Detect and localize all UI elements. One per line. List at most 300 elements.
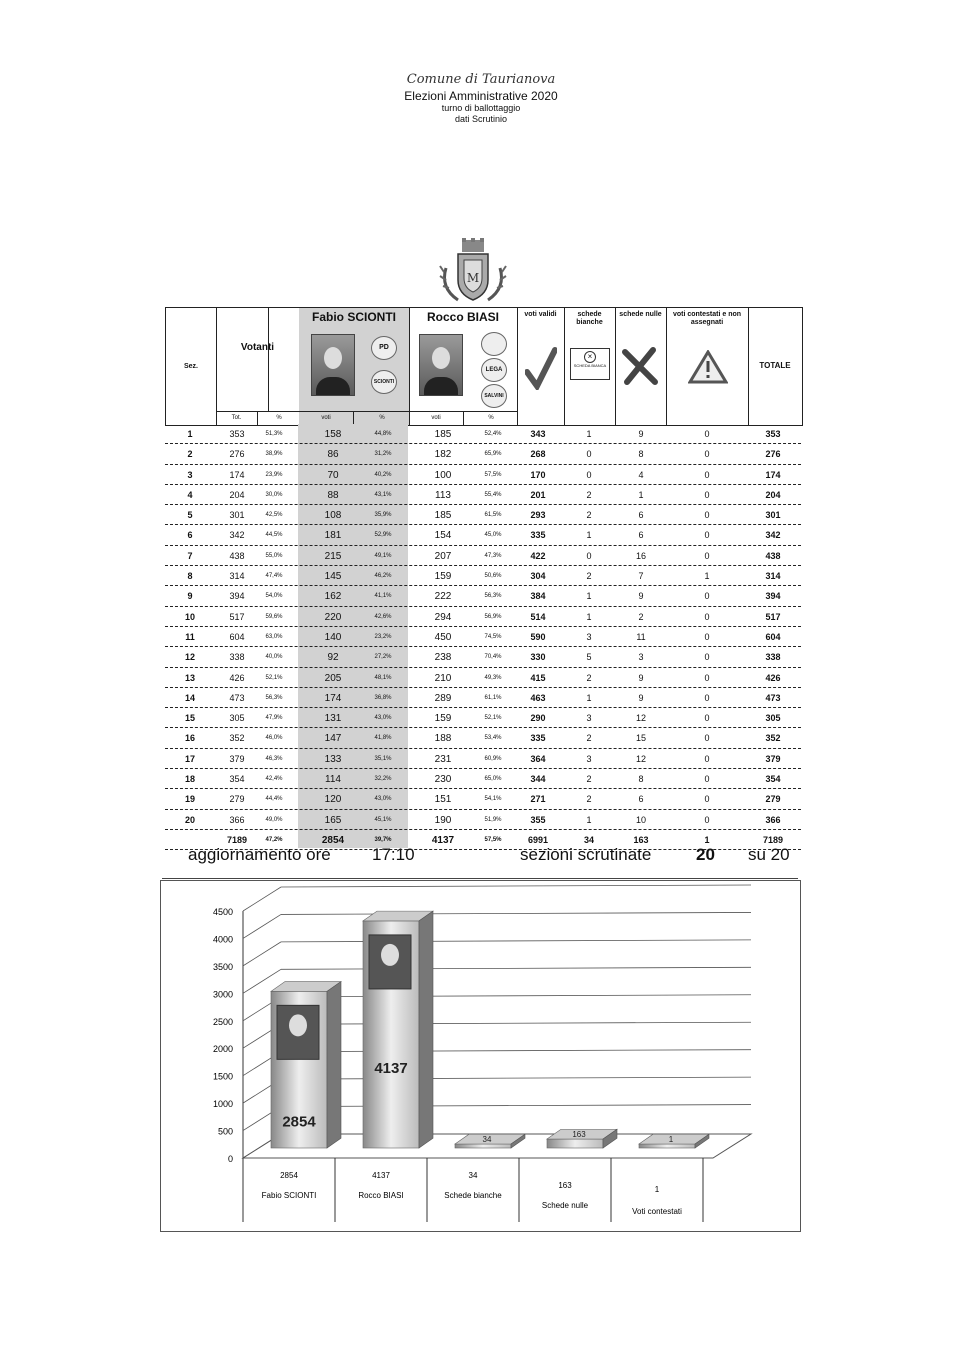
cell-nulle: 8 [638,449,644,460]
cell-v2: 185 [434,429,452,440]
cell-v1: 165 [324,814,342,826]
totale-header: TOTALE [759,361,791,370]
cell-validi: 514 [530,611,546,622]
category-label: Rocco BIASI [358,1191,404,1200]
cell-p2: 54,1% [484,796,502,803]
cell-bianche: 2 [586,733,592,744]
pct-subheader: % [463,411,518,425]
gridline [281,912,751,914]
cell-nulle: 9 [638,692,644,703]
cell-p2: 50,6% [484,573,502,580]
cell-validi: 271 [530,794,546,805]
table-row [165,546,801,566]
cell-p1: 40,2% [374,471,392,478]
cell-bianche: 2 [586,489,592,500]
cell-bianche: 1 [586,814,592,825]
cell-tot: 279 [229,794,245,805]
cell-bianche: 2 [586,794,592,805]
cell-v2: 231 [434,753,452,765]
gridline [281,1077,751,1079]
cell-v2: 210 [434,672,452,684]
cell-contestati: 0 [704,672,710,683]
schede-bianche-header: schede bianche [576,311,603,326]
cell-validi: 268 [530,449,546,460]
cell-bianche: 0 [586,550,592,561]
gridline [281,1022,751,1024]
table-row [165,789,801,809]
cell-validi: 201 [530,489,546,500]
cell-nulle: 3 [638,652,644,663]
cell-p2: 65,0% [484,776,502,783]
cell-totale: 174 [765,469,781,480]
category-value-label: 163 [558,1181,572,1190]
cell-pct: 59,6% [265,613,283,620]
cell-pct: 44,5% [265,532,283,539]
cell-v2: 230 [434,774,452,786]
voti-contestati-header: voti contestati e non assegnati [672,311,742,326]
cell-bianche: 2 [586,510,592,521]
cell-pct: 46,0% [265,735,283,742]
cell-sez: 4 [187,489,193,500]
cell-bianche: 3 [586,713,592,724]
cell-totale: 426 [765,672,781,683]
cell-tot: 352 [229,733,245,744]
cell-contestati: 0 [704,469,710,480]
cell-nulle: 9 [638,429,644,439]
table-row [165,424,801,444]
cell-bianche: 1 [586,692,592,703]
salvini-logo-icon: SALVINI [481,384,507,408]
cell-sez: 3 [187,469,193,480]
cell-nulle: 8 [638,774,644,785]
cell-validi: 330 [530,652,546,663]
results-chart [160,880,801,1232]
cell-p1: 52,9% [374,532,392,539]
cell-p1: 27,2% [374,654,392,661]
warning-icon [688,350,728,384]
cell-pct: 44,4% [265,796,283,803]
cell-sez: 20 [184,814,195,825]
cell-bianche: 1 [586,429,592,439]
cell-pct: 54,0% [265,593,283,600]
cell-p2: 55,4% [484,491,502,498]
cell-v2: 151 [434,794,452,806]
cell-sez: 18 [184,774,195,785]
cell-p2: 61,1% [484,694,502,701]
cell-nulle: 12 [635,753,646,764]
y-tick-label: 4000 [212,934,233,945]
update-status [0,845,962,867]
cell-sez: 6 [187,530,193,541]
cell-tot: 353 [229,429,245,439]
pd-logo-icon: PD [371,336,397,360]
y-tick-label: 500 [217,1126,233,1137]
cell-nulle: 9 [638,591,644,602]
cell-p1: 49,1% [374,552,392,559]
category-label: Fabio SCIONTI [261,1191,317,1200]
cell-v2: 450 [434,631,452,643]
cell-tot: 204 [229,489,245,500]
cell-totale: 438 [765,550,781,561]
tot-subheader: Tot. [216,411,257,425]
cell-v1: 88 [327,489,339,501]
cell-contestati: 0 [704,550,710,561]
table-row [165,728,801,748]
cell-v2: 100 [434,469,452,481]
cell-p2: 57,5% [484,836,502,843]
cell-sez: 1 [187,429,193,439]
cell-tot: 301 [229,510,245,521]
cell-tot: 342 [229,530,245,541]
cell-bianche: 34 [583,834,594,845]
cell-v1: 145 [324,571,342,583]
cell-sez: 16 [184,733,195,744]
cell-sez: 9 [187,591,193,602]
cell-p2: 56,9% [484,613,502,620]
cell-tot: 7189 [226,834,248,845]
cell-tot: 276 [229,449,245,460]
cell-p1: 31,2% [374,451,392,458]
y-tick-label: 4500 [212,907,233,917]
gridline [243,914,281,938]
cell-pct: 49,0% [265,816,283,823]
cell-v2: 222 [434,591,452,603]
cell-p2: 57,5% [484,471,502,478]
cell-tot: 338 [229,652,245,663]
bar-side [419,911,433,1148]
cell-contestati: 0 [704,794,710,805]
cell-nulle: 6 [638,530,644,541]
bar-value-label: 163 [572,1130,586,1140]
cell-p1: 41,1% [374,593,392,600]
cell-validi: 304 [530,571,546,582]
category-label: Schede nulle [541,1201,589,1210]
results-table-header [165,307,803,426]
cell-totale: 314 [765,571,781,582]
cell-pct: 52,1% [265,674,283,681]
update-label: aggiornamento ore [188,845,331,864]
cell-p1: 36,8% [374,694,392,701]
civic-list-logo-icon [481,332,507,356]
cell-totale: 338 [765,652,781,663]
y-tick-label: 1500 [212,1071,233,1082]
cell-totale: 204 [765,489,781,500]
cell-v1: 92 [327,652,339,664]
cell-nulle: 16 [635,550,646,561]
cell-p2: 61,5% [484,512,502,519]
gridline [281,1050,751,1052]
cell-contestati: 0 [704,510,710,521]
cell-p1: 43,1% [374,491,392,498]
y-tick-label: 2000 [212,1044,233,1055]
cell-p2: 52,4% [484,431,502,437]
cell-bianche: 0 [586,469,592,480]
cell-p2: 60,9% [484,755,502,762]
cell-validi: 335 [530,733,546,744]
voti-validi-header: voti validi [524,311,557,318]
cell-v1: 140 [324,631,342,643]
cell-v2: 185 [434,510,452,522]
page-subtitle-1: turno di ballottaggio [441,103,521,113]
chart-svg [161,881,800,1231]
category-value-label: 2854 [280,1171,298,1180]
cell-validi: 422 [530,550,546,561]
cell-sez: 2 [187,449,193,460]
divider [162,878,798,879]
candidate2-photo [419,334,463,396]
cell-v1: 108 [324,510,342,522]
cell-v1: 2854 [321,834,345,846]
cell-p2: 65,9% [484,451,502,458]
cell-contestati: 0 [704,429,710,439]
voti-subheader: voti [299,411,353,425]
bar-value-label: 34 [482,1135,492,1144]
cell-contestati: 0 [704,753,710,764]
cell-sez: 10 [184,611,195,622]
lega-logo-icon: LEGA [481,358,507,382]
cell-nulle: 11 [636,631,646,642]
cell-sez: 7 [187,550,193,561]
table-row [165,485,801,505]
table-row [165,769,801,789]
cell-bianche: 3 [586,631,592,642]
cell-v1: 220 [324,611,342,623]
cell-p1: 42,6% [374,613,392,620]
cell-sez: 13 [184,672,195,683]
checkmark-icon [525,346,557,390]
table-row [165,668,801,688]
cell-v2: 182 [434,449,452,461]
cell-sez: 17 [184,753,195,764]
y-tick-label: 3000 [212,989,233,1000]
cell-totale: 305 [765,713,781,724]
table-row [165,749,801,769]
bar-value-label: 1 [668,1135,674,1144]
cell-totale: 301 [765,510,781,521]
cell-pct: 30,0% [265,491,283,498]
cell-tot: 314 [229,571,245,582]
cell-tot: 473 [229,692,245,703]
cell-v2: 190 [434,814,452,826]
cell-v1: 147 [324,733,342,745]
y-tick-label: 0 [227,1154,233,1164]
cell-pct: 42,5% [265,512,283,519]
cell-p1: 39,7% [374,836,392,843]
cell-p1: 35,1% [374,755,392,762]
cell-p2: 70,4% [484,654,502,661]
cell-contestati: 0 [704,611,710,622]
gridline [281,940,751,942]
cell-pct: 38,9% [265,451,283,458]
cell-v1: 70 [327,469,339,481]
comune-name: Comune di Taurianova [406,72,556,87]
cell-v1: 215 [324,550,342,562]
category-label: Schede bianche [444,1191,502,1200]
category-value-label: 34 [468,1171,478,1180]
table-row [165,505,801,525]
table-row [165,525,801,545]
cell-p1: 43,0% [374,715,392,722]
cell-bianche: 1 [586,611,592,622]
table-row [165,647,801,667]
table-row [165,607,801,627]
voti-subheader: voti [409,411,463,425]
cell-v2: 294 [434,611,452,623]
cell-pct: 47,9% [265,715,283,722]
cell-pct: 23,9% [265,471,283,478]
cell-sez: 14 [184,692,195,703]
cell-totale: 354 [765,774,781,785]
cell-bianche: 1 [586,591,592,602]
cell-totale: 279 [765,794,781,805]
cell-nulle: 10 [635,814,646,825]
cell-totale: 342 [765,530,781,541]
cell-p2: 49,3% [484,674,502,681]
cell-bianche: 2 [586,774,592,785]
cell-v2: 113 [435,489,451,501]
cell-pct: 51,3% [265,431,283,437]
results-table-body [165,424,801,850]
update-time: 17:10 [372,845,415,864]
cell-validi: 364 [530,753,546,764]
cell-contestati: 0 [704,774,710,785]
cell-bianche: 2 [586,571,592,582]
candidate1-header: Fabio SCIONTI [312,310,396,324]
gridline [243,942,281,966]
svg-text:M: M [466,271,480,285]
cell-v1: 162 [324,591,342,603]
bar-side [327,982,341,1148]
cell-v1: 181 [324,530,342,542]
cell-contestati: 0 [704,652,710,663]
cell-nulle: 6 [638,510,644,521]
cell-nulle: 12 [635,713,646,724]
cell-tot: 354 [229,774,245,785]
gridline [281,885,751,887]
cell-pct: 47,2% [265,836,283,843]
cell-v2: 4137 [431,834,455,846]
bar [639,1144,695,1148]
cell-bianche: 3 [586,753,592,764]
sections-done: 20 [696,845,715,864]
category-value-label: 1 [654,1185,660,1194]
cell-v1: 133 [324,753,342,765]
cross-icon [621,346,659,386]
cell-nulle: 4 [638,469,644,480]
cell-contestati: 0 [704,733,710,744]
cell-sez: 12 [184,652,195,663]
table-row [165,627,801,647]
cell-validi: 293 [530,510,546,521]
page-subtitle-2: dati Scrutinio [454,114,508,124]
cell-tot: 174 [229,469,245,480]
cell-totale: 276 [765,449,781,460]
cell-sez: 15 [184,713,195,724]
cell-v2: 289 [434,692,452,704]
page-header [0,72,962,125]
cell-tot: 366 [229,814,245,825]
cell-pct: 46,3% [265,755,283,762]
cell-validi: 463 [530,692,546,703]
table-row [165,688,801,708]
cell-contestati: 1 [704,571,710,582]
cell-v2: 207 [434,550,452,562]
bar [547,1139,603,1148]
cell-totale: 604 [765,631,781,642]
table-row [165,708,801,728]
cell-pct: 63,0% [265,633,283,640]
cell-totale: 7189 [762,834,784,845]
cell-p2: 47,3% [484,552,502,559]
cell-validi: 344 [530,774,546,785]
cell-contestati: 0 [704,591,710,602]
cell-p1: 23,2% [374,633,392,640]
category-value-label: 4137 [372,1171,390,1180]
bar [455,1144,511,1148]
cell-contestati: 0 [704,692,710,703]
cell-pct: 42,4% [265,776,283,783]
cell-v1: 120 [324,794,342,806]
y-tick-label: 3500 [212,961,233,972]
cell-validi: 415 [530,672,546,683]
cell-bianche: 0 [586,449,592,460]
y-tick-label: 2500 [212,1016,233,1027]
cell-v1: 205 [324,672,342,684]
bar-value-label: 2854 [282,1113,316,1131]
cell-contestati: 0 [704,713,710,724]
cell-bianche: 1 [586,530,592,541]
cell-v2: 188 [434,733,452,745]
cell-contestati: 0 [704,489,710,500]
blank-ballot-icon: × SCHEDA BIANCA [570,348,610,380]
cell-nulle: 9 [638,672,644,683]
cell-p1: 48,1% [374,674,392,681]
cell-tot: 517 [229,611,245,622]
bar-value-label: 4137 [374,1059,408,1077]
cell-p1: 32,2% [374,776,392,783]
candidate-photo-face [381,944,399,966]
cell-tot: 394 [229,591,245,602]
cell-pct: 47,4% [265,573,283,580]
cell-v2: 159 [434,571,452,583]
cell-p2: 74,5% [484,633,502,640]
cell-v1: 158 [324,429,342,440]
cell-nulle: 15 [635,733,646,744]
cell-sez: 19 [184,794,195,805]
cell-v2: 238 [434,652,452,664]
cell-v1: 174 [324,692,342,704]
cell-nulle: 1 [638,489,644,500]
cell-contestati: 0 [704,449,710,460]
gridline [281,995,751,997]
cell-tot: 426 [229,672,245,683]
cell-p1: 45,1% [374,816,392,823]
cell-v2: 154 [434,530,452,542]
table-row [165,810,801,830]
pct-subheader: % [257,411,300,425]
cell-pct: 55,0% [265,552,283,559]
cell-sez: 5 [187,510,193,521]
cell-v1: 86 [327,449,339,461]
cell-p1: 44,8% [374,431,392,437]
cell-p2: 51,9% [484,816,502,823]
cell-totale: 473 [765,692,781,703]
gridline [281,1105,751,1107]
cell-validi: 343 [530,429,546,439]
cell-p1: 35,9% [374,512,392,519]
page-title: Elezioni Amministrative 2020 [404,89,558,103]
coat-of-arms-icon [436,238,510,306]
